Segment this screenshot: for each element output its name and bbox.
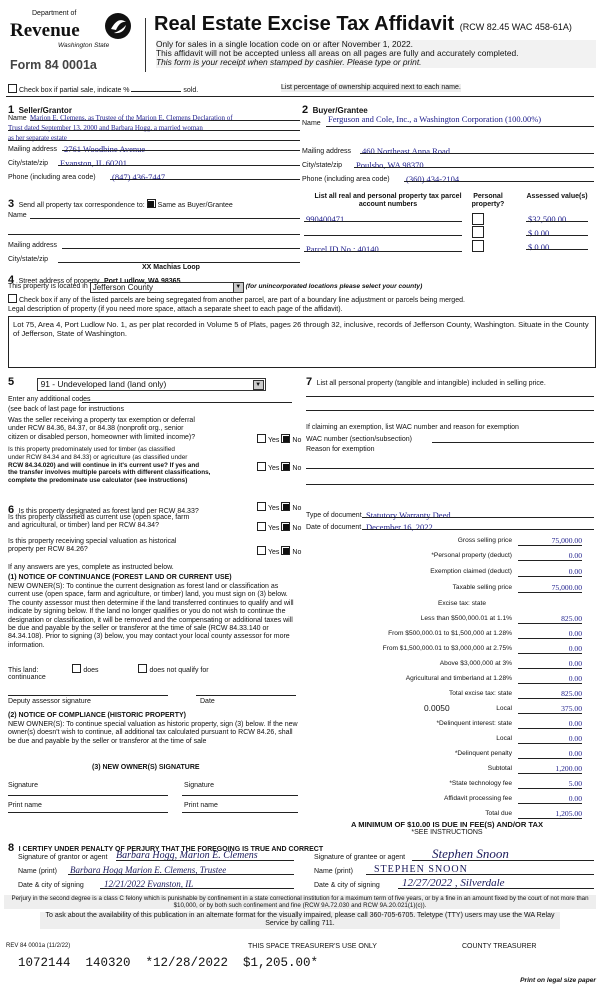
tax-value-interest-local: 0.00 [518, 734, 582, 744]
q1-yes-checkbox[interactable] [257, 434, 266, 443]
tax-value-gross: 75,000.00 [518, 536, 582, 546]
tax-value-subtotal: 1,200.00 [518, 764, 582, 774]
new-owner-sig-heading: (3) NEW OWNER(S) SIGNATURE [92, 764, 200, 771]
treasurer-only-label: THIS SPACE TREASURER'S USE ONLY [248, 943, 377, 950]
notice-2-title: (2) NOTICE OF COMPLIANCE (HISTORIC PROPERTY) [8, 712, 186, 719]
underline [58, 165, 300, 166]
legal-description-box[interactable] [8, 316, 596, 368]
property-address-line-1: XX Machias Loop [142, 264, 200, 271]
tax-value-total-due: 1,205.00 [518, 809, 582, 819]
doc-date-value: December 16, 2022 [366, 522, 433, 532]
buyer-name-value: Ferguson and Cole, Inc., a Washington Corporation (100.00%) [328, 114, 542, 124]
q2-no-checkbox[interactable] [281, 462, 290, 471]
underline [8, 234, 300, 235]
tax-value-tier-4: 0.00 [518, 659, 582, 669]
tax-value-interest-state: 0.00 [518, 719, 582, 729]
grantee-name-value: STEPHEN SNOON [374, 864, 468, 875]
buyer-city-value: Poulsbo, WA 98370 [356, 160, 424, 170]
see-back-label: (see back of last page for instructions [8, 406, 124, 413]
q2-text: Is this property predominately used for timber (as classified under RCW 84.34 and 84.33) or agriculture (as classified under RCW 84.34.020) and will continue in it's current use? If yes and the transfer involves multiple parcels with different classifications, complete the predominate use calculator (see instructions) [8, 446, 211, 485]
deputy-date-label: Date [200, 698, 215, 705]
underline [100, 888, 294, 889]
tax-label-tier-2: From $500,000.01 to $1,500,000 at 1.28% [388, 630, 512, 637]
form-number: Form 84 0001a [10, 58, 97, 72]
personal-property-checkbox[interactable] [472, 226, 484, 238]
header-notes [156, 40, 596, 68]
minimum-due-note: A MINIMUM OF $10.00 IS DUE IN FEE(S) AND/OR TAX [350, 820, 544, 829]
continuance-label: continuance [8, 674, 46, 681]
seller-mailing-label: Mailing address [8, 146, 58, 153]
tax-value-tier-3: 0.00 [518, 644, 582, 654]
land-use-select[interactable]: 91 - Undeveloped land (land only) ▼ [37, 378, 266, 391]
section-6-q1: 6 Is this property designated as forest land per RCW 84.33? [8, 504, 199, 516]
property-address-line-2: Port Ludlow, WA 98365 [103, 278, 181, 285]
q2-yes-checkbox[interactable] [257, 462, 266, 471]
tax-label-penalty: *Delinquent penalty [454, 750, 512, 757]
parcel-number: 990400471 [306, 214, 345, 224]
see-instructions-note: *SEE INSTRUCTIONS [411, 829, 483, 836]
tax-label-total-due: Total due [485, 810, 512, 817]
divider [6, 96, 594, 97]
personal-property-checkbox[interactable] [472, 240, 484, 252]
underline [304, 221, 462, 222]
wa-state-text: Washington State [58, 42, 110, 49]
print-name-label: Print name [184, 802, 218, 809]
seller-name-label: Name [8, 115, 27, 122]
grantor-name-value: Barbara Hogg Marion E. Clemens, Trustee [70, 865, 227, 875]
legal-description-text: Lot 75, Area 4, Port Ludlow No. 1, as per plat recorded in Volume 5 of Plats, pages 26 through 32, inclusive, records of Jefferson County, Washington. Situate in the County of Jefferson, State of Washington. [13, 320, 589, 339]
dropdown-arrow-icon: ▼ [253, 380, 264, 390]
tax-label-interest-local: Local [496, 735, 512, 742]
buyer-city-label: City/state/zip [302, 162, 343, 169]
tax-value-personal: 0.00 [518, 551, 582, 561]
sec6-q2-yes-no: Yes No [255, 522, 301, 533]
tax-value-exemption: 0.00 [518, 567, 582, 577]
q1-text: Was the seller receiving a property tax exemption or deferral under RCW 84.36, 84.37, or 84.38 (nonprofit org., senior citizen or disabled person, homeowner with limited income)? [8, 417, 196, 441]
grantor-sig-label: Signature of grantor or agent [18, 854, 108, 861]
underline [306, 410, 594, 411]
underline [360, 153, 594, 154]
ownership-pct-note: List percentage of ownership acquired next to each name. [281, 84, 461, 91]
grantee-name-label: Name (print) [314, 868, 353, 875]
revenue-swirl-icon [104, 12, 132, 40]
notice-2-body: NEW OWNER(S): To continue special valuation as historic property, sign (3) below. If the new owner(s) doesn't wish to continue, all additional tax calculated pursuant to RCW 84.26, shall be due and payable by the seller or transferor at the time of sale [8, 721, 298, 745]
does-not-checkbox[interactable] [138, 664, 147, 673]
revenue-logo [6, 8, 146, 82]
section-5-row: 5 91 - Undeveloped land (land only) ▼ [8, 372, 266, 391]
grantee-date-label: Date & city of signing [314, 882, 380, 889]
does-checkbox[interactable] [72, 664, 81, 673]
underline [306, 468, 594, 469]
underline [116, 860, 294, 861]
tax-value-local: 375.00 [518, 704, 582, 714]
forest-yes-checkbox[interactable] [257, 502, 266, 511]
dropdown-arrow-icon: ▼ [233, 283, 243, 292]
grantee-signature: Stephen Snoon [432, 846, 509, 861]
alternate-format-note: To ask about the availability of this publication in an alternate format for the visually impaired, please call 360-705-6705. Teletype (TTY) users may use the WA Relay Service by calling 711. [40, 912, 560, 929]
underline [432, 442, 594, 443]
receipt-stamp: 1072144 140320 *12/28/2022 $1,205.00* [18, 956, 319, 970]
tax-label-tier-1: Less than $500,000.01 at 1.1% [420, 615, 512, 622]
tax-label-excise-state: Excise tax: state [437, 600, 486, 607]
underline [526, 235, 588, 236]
underline [62, 150, 300, 151]
q2-yes-no: Yes No [255, 462, 301, 473]
underline [526, 249, 588, 250]
doc-type-label: Type of document [306, 512, 362, 519]
grantor-date-value: 12/21/2022 Evanston, IL [104, 879, 194, 889]
county-row: This property is located in Jefferson County ▼ (for unincorporated locations please select your county) [8, 283, 423, 292]
seller-city-value: Evanston, IL 60201 [60, 158, 127, 168]
tax-label-tier-4: Above $3,000,000 at 3% [439, 660, 512, 667]
notice-1-body: NEW OWNER(S): To continue the current designation as forest land or classification as current use (open space, farm and agriculture, or timber) land, you must sign on (3) below. The county assessor must then determine if the land transferred continues to qualify and will indicate by signing below. If the land no longer qualifies or you do not wish to continue the designation or classification, it will be removed and the compensating or additional taxes will be due and payable by the seller or transferor at the time of sale (RCW 84.33.140 or 84.34.108). Prior to signing (3) below, you may contact your local county assessor for more information. [8, 583, 294, 649]
q1-yes-no: Yes No [255, 434, 301, 445]
underline [304, 251, 462, 252]
current-use-yes-checkbox[interactable] [257, 522, 266, 531]
print-name-label: Print name [8, 802, 42, 809]
seller-city-label: City/state/zip [8, 160, 49, 167]
underline [366, 874, 594, 875]
underline [306, 484, 594, 485]
underline [362, 517, 594, 518]
exemption-question: If claiming an exemption, list WAC number and reason for exemption [306, 424, 519, 431]
underline [8, 130, 300, 131]
buyer-phone-label: Phone (including area code) [302, 176, 390, 183]
tax-label-local: Local [496, 705, 512, 712]
tax-label-taxable: Taxable selling price [452, 584, 512, 591]
assessed-value: $ 0.00 [528, 228, 550, 238]
underline [326, 126, 594, 127]
this-land-row: This land: does does not qualify for [8, 664, 209, 675]
tax-label-processing-fee: Affidavit processing fee [443, 795, 512, 802]
underline [62, 248, 300, 249]
doc-type-value: Statutory Warranty Deed [366, 510, 451, 520]
underline [526, 221, 588, 222]
if-yes-note: If any answers are yes, complete as instructed below. [8, 564, 174, 571]
underline [30, 218, 300, 219]
tax-label-ag: Agricultural and timberland at 1.28% [405, 675, 512, 682]
underline [412, 860, 594, 861]
section-1-heading: 1 Seller/Grantor [8, 104, 72, 116]
sec3-mailing-label: Mailing address [8, 242, 58, 249]
tax-value-tech-fee: 5.00 [518, 779, 582, 789]
wac-label: WAC number (section/subsection) [306, 436, 412, 443]
sec6-q1-yes-no: Yes No [255, 502, 301, 513]
tax-value-penalty: 0.00 [518, 749, 582, 759]
perjury-note: Perjury in the second degree is a class C felony which is punishable by confinement in a state correctional institution for a maximum term of five years, or by a fine in an amount fixed by the court of not more than $10,000, or by both such confinement and fine (RCW 9A.72.030 and RCW 9A.20.021(1)(c)). [4, 895, 596, 909]
grantor-signature: Barbara Hogg, Marion E. Clemens [116, 850, 258, 861]
seller-name-value-3: as her separate estate [8, 134, 67, 142]
form-revision: REV 84 0001a (11/2/22) [6, 943, 71, 949]
parcel-number: Parcel ID No.: 40140 [306, 244, 379, 254]
tax-label-subtotal: Subtotal [487, 765, 512, 772]
section-8-certify: 8 I CERTIFY UNDER PENALTY OF PERJURY THAT THE FOREGOING IS TRUE AND CORRECT [8, 842, 324, 854]
local-rate: 0.0050 [424, 703, 450, 713]
doc-date-label: Date of document [306, 524, 362, 531]
county-treasurer-label: COUNTY TREASURER [462, 943, 537, 950]
underline [404, 181, 594, 182]
tax-value-total-state: 825.00 [518, 689, 582, 699]
grantor-date-label: Date & city of signing [18, 882, 84, 889]
tax-label-personal: *Personal property (deduct) [431, 552, 512, 559]
underline [82, 402, 292, 403]
sec3-city-label: City/state/zip [8, 256, 49, 263]
revenue-text: Revenue [10, 20, 80, 41]
rcw-reference: (RCW 82.45 WAC 458-61A) [459, 22, 572, 32]
forest-no-checkbox[interactable] [281, 502, 290, 511]
seller-name-value-1: Marion E. Clemens, as Trustee of the Marion E. Clemens Declaration of [30, 114, 233, 122]
section-2-heading: 2 Buyer/Grantee [302, 104, 368, 116]
section-3-heading: 3 Send all property tax correspondence to: Same as Buyer/Grantee [8, 198, 233, 210]
underline [8, 140, 300, 141]
tax-label-gross: Gross selling price [457, 537, 512, 544]
personal-property-checkbox[interactable] [472, 213, 484, 225]
sec3-name-label: Name [8, 212, 27, 219]
tax-label-interest-state: *Delinquent interest: state [436, 720, 512, 727]
grantor-name-label: Name (print) [18, 868, 57, 875]
dept-of-text: Department of [32, 10, 77, 17]
underline [30, 120, 300, 121]
form-title: Real Estate Excise Tax Affidavit (RCW 82.45 WAC 458-61A) [154, 13, 572, 35]
enter-codes-label: Enter any additional codes [8, 396, 91, 403]
current-use-no-checkbox[interactable] [281, 522, 290, 531]
county-select[interactable]: Jefferson County ▼ [90, 282, 244, 293]
parcel-col-header: List all real and personal property tax parcel account numbers [314, 193, 462, 209]
sec6-q3-yes-no: Yes No [255, 546, 301, 557]
reason-label: Reason for exemption [306, 446, 375, 453]
tax-label-tier-3: From $1,500,000.01 to $3,000,000 at 2.75% [382, 645, 512, 652]
personal-col-header: Personal property? [471, 193, 505, 209]
tax-value-tier-2: 0.00 [518, 629, 582, 639]
sec6-q3-text: Is this property receiving special valuation as historical property per RCW 84.26? [8, 538, 177, 554]
tax-value-tier-1: 825.00 [518, 614, 582, 624]
seller-name-value-2: Trust dated September 13, 2000 and Barbara Hogg, a married woman [8, 124, 203, 132]
underline [68, 874, 294, 875]
sold-label: sold. [183, 87, 199, 94]
buyer-phone-value: (360) 434-2104 [406, 174, 460, 184]
segregated-checkbox[interactable] [8, 294, 17, 303]
underline [182, 795, 298, 796]
q1-no-checkbox[interactable] [281, 434, 290, 443]
sig-label: Signature [184, 782, 214, 789]
underline [354, 167, 594, 168]
underline [58, 262, 300, 263]
underline [304, 235, 462, 236]
assessed-value: $ 0.00 [528, 242, 550, 252]
section-4-street: 4 Street address of property Port Ludlow, WA 98365 [8, 274, 181, 286]
buyer-name-label: Name [302, 120, 321, 127]
tax-value-ag: 0.00 [518, 674, 582, 684]
underline [8, 695, 168, 696]
historic-yes-checkbox[interactable] [257, 546, 266, 555]
tax-value-processing-fee: 0.00 [518, 794, 582, 804]
grantee-date-value: 12/27/2022 , Silverdale [402, 877, 505, 889]
seller-phone-value: (847) 436-7447 [112, 172, 166, 182]
tax-label-exemption: Exemption claimed (deduct) [430, 568, 512, 575]
section-7-row: 7 List all personal property (tangible and intangible) included in selling price. [306, 376, 546, 388]
underline [196, 695, 296, 696]
underline [182, 812, 298, 813]
segregated-row: Check box if any of the listed parcels are being segregated from another parcel, are part of a boundary line adjustment or parcels being merged. [8, 294, 465, 305]
header-note-3: This form is your receipt when stamped by cashier. Please type or print. [156, 57, 422, 68]
underline [398, 888, 594, 889]
legal-size-note: Print on legal size paper [520, 977, 596, 984]
partial-sale-label: Check box if partial sale, indicate % [19, 87, 130, 94]
underline [110, 179, 300, 180]
underline [306, 396, 594, 397]
sig-label: Signature [8, 782, 38, 789]
header-note-2: This affidavit will not be accepted unless all areas on all pages are fully and accurately completed. [156, 48, 519, 59]
legal-desc-label: Legal description of property (if you need more space, attach a separate sheet to each page of the affidavit). [8, 306, 343, 313]
partial-sale-row [8, 84, 598, 95]
grantee-sig-label: Signature of grantee or agent [314, 854, 406, 861]
underline [362, 529, 594, 530]
tax-value-taxable: 75,000.00 [518, 583, 582, 593]
buyer-mailing-label: Mailing address [302, 148, 352, 155]
deputy-sig-label: Deputy assessor signature [8, 698, 91, 705]
county-note: (for unincorporated locations please select your county) [245, 283, 423, 290]
header-divider [145, 18, 146, 72]
assessed-col-header: Assessed value(s) [526, 193, 588, 200]
underline [8, 812, 168, 813]
seller-mailing-value: 2761 Woodbine Avenue [64, 144, 146, 154]
sec6-q2-text: Is this property classified as current use (open space, farm and agricultural, or timber) land per RCW 84.34? [8, 514, 190, 530]
tax-label-total-state: Total excise tax: state [448, 690, 512, 697]
historic-no-checkbox[interactable] [281, 546, 290, 555]
buyer-mailing-value: 460 Northeast Anna Road [362, 146, 451, 156]
assessed-value: $32,500.00 [528, 214, 567, 224]
same-as-buyer-checkbox[interactable] [147, 199, 156, 208]
tax-label-tech-fee: *State technology fee [449, 780, 512, 787]
seller-phone-label: Phone (including area code) [8, 174, 96, 181]
underline [8, 795, 168, 796]
notice-1-title: (1) NOTICE OF CONTINUANCE (FOREST LAND OR CURRENT USE) [8, 574, 232, 581]
partial-sale-checkbox[interactable] [8, 84, 17, 93]
header-note-1: Only for sales in a single location code on or after November 1, 2022. [156, 39, 413, 49]
